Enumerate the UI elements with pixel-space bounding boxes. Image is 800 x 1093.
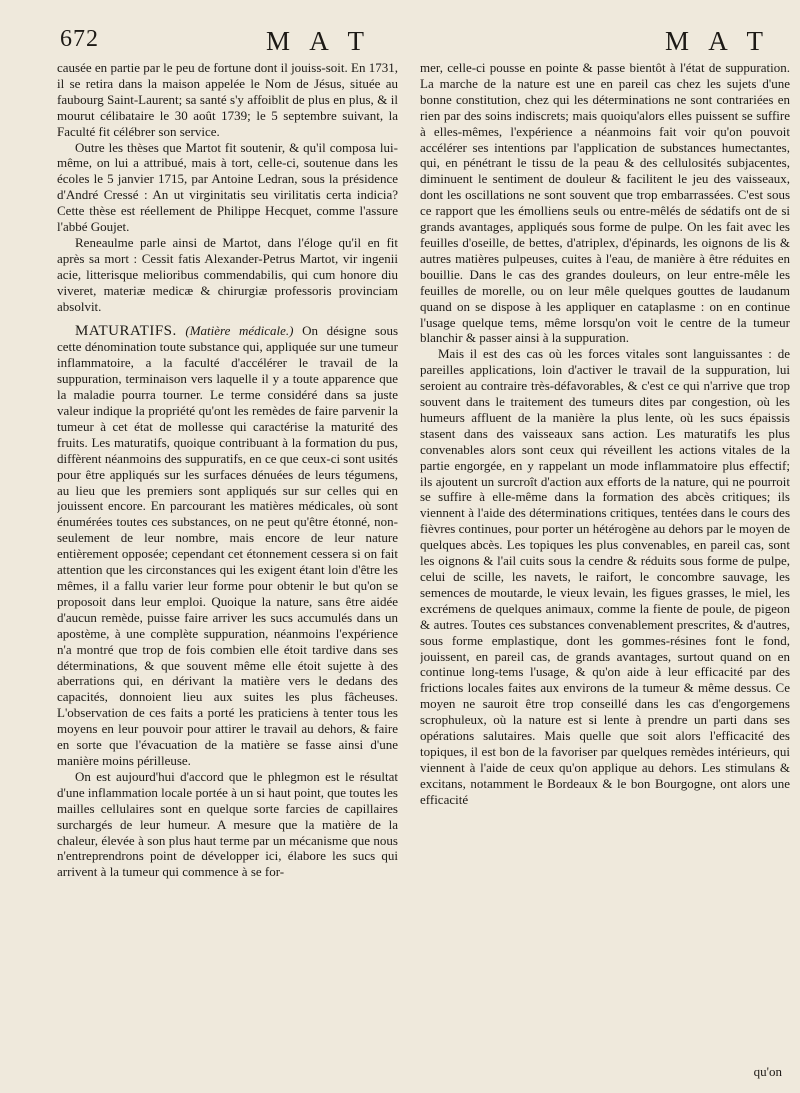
page-number: 672	[60, 26, 99, 52]
article-text: On désigne sous cette dénomination toute substance qui, appliquée sur une tumeur inflammatoire, a la faculté d'accélérer le travail de la suppuration, terminaison vers laquelle il y a toute apparence que la maladie pourra tourner. Le terme considéré dans sa juste valeur indique la propriété qu'ont les remèdes de faire parvenir la tumeur à cet état de mollesse qui caractérise la maturité des fruits. Les maturatifs, quoique contribuant à la formation du pus, diffèrent néanmoins des suppuratifs, en ce que ceux-ci sont usités pour être appliqués sur les surfaces dénuées de leurs tégumens, au lieu que les premiers sont appliqués sur sur celles qui en jouissent encore. En parcourant les matières médicales, où sont énumérées toutes ces substances, on ne peut qu'être étonné, non-seulement de leur nombre, mais encore de leur nature entièrement opposée; cependant cet étonnement cessera si on fait attention que les circonstances qui les exigent étant loin d'être les mêmes, il a fallu varier leur forme pour obtenir le but qu'on se proposoit dans leur emploi. Quoique la nature, sans être aidée d'aucun remède, puisse faire arriver les sucs accumulés dans un apostème, à une complète suppuration, néanmoins l'expérience n'a montré que trop de fois combien elle étoit tardive dans ses déterminations, & que souvent même elle étoit sujette à des aberrations qui, en dérivant la matière vers le dedans des capacités, donnoient lieu aux suites les plus fâcheuses. L'observation de ces faits a porté les praticiens à tenter tous les moyens en leur pouvoir pour attirer le travail au dehors, & faire en sorte que l'évacuation de la matière se fasse ainsi d'une manière moins périlleuse.	[57, 322, 398, 768]
running-header	[60, 22, 778, 58]
article-headword: MATURATIFS.	[75, 322, 177, 339]
paragraph: mer, celle-ci pousse en pointe & passe bientôt à l'état de suppuration. La marche de la nature est une en pareil cas chez les sujets d'une bonne constitution, chez qui les déterminations ne sont contrariées en rien par des soins indiscrets; mais quoiqu'alors elles puissent se suffire à elles-mêmes, l'expérience a néanmoins fait voir qu'on pouvoit accélérer ses intentions par l'application de substances humectantes, qui, en pénétrant le tissu de la peau & des cellulosités subjacentes, diminuent le sentiment de douleur & facilitent le jeu des vaisseaux, dont les oscillations ne sont souvent que trop embarrassées. C'est sous ce rapport que les émolliens seuls ou entre-mêlés de sédatifs ont de si grands avantages, appliqués sous forme de pulpe. On les fait avec les feuilles d'oseille, de bettes, d'atriplex, d'épinards, les oignons de lis & autres matières pulpeuses, cuites à l'eau, de manière à être réduites en bouillie. Dans le cas des grandes douleurs, on leur entre-mêle les feuilles de morelle, ou on leur mêle quelques gouttes de laudanum quand on se dispose à les appliquer en cataplasme : on en continue l'usage quelque tems, même lorsqu'on voit le centre de la tumeur blanchir & passer ainsi à la suppuration.	[420, 60, 790, 346]
running-title-right: M A T	[664, 26, 770, 56]
right-column	[420, 60, 790, 1080]
paragraph: Reneaulme parle ainsi de Martot, dans l'éloge qu'il en fit après sa mort : Cessit fatis Alexander-Petrus Martot, vir ingenii acie, litterisque melioribus commendabilis, qui cum honore diu viveret, materiæ medicæ & chirurgiæ professoris provinciam absolvit.	[57, 234, 398, 314]
running-title-left: M A T	[266, 26, 372, 56]
paragraph: causée en partie par le peu de fortune dont il jouiss-soit. En 1731, il se retira dans la maison appelée le Nom de Jésus, située au faubourg Saint-Laurent; sa santé s'y affoiblit de plus en plus, & il mourut célibataire le 30 août 1739; le 5 septembre suivant, la Faculté fit célébrer son service.	[57, 60, 398, 139]
paragraph: On est aujourd'hui d'accord que le phlegmon est le résultat d'une inflammation locale portée à un si haut point, que toutes les mailles cellulaires sont en quelque sorte farcies de capillaires surchargés de leur humeur. A mesure que la matière de la chaleur, élevée à son plus haut terme par un mécanisme que nous n'entreprendrons point de développer ici, élabore les sucs qui arrivent à la tumeur qui commence à se for-	[57, 768, 398, 880]
paragraph: Outre les thèses que Martot fit soutenir, & qu'il composa lui-même, on lui a attribué, mais à tort, celle-ci, soutenue dans les écoles le 5 janvier 1715, par Antoine Ledran, sous la présidence d'André Cressé : An ut virginitatis seu virilitatis certa indicia? Cette thèse est réellement de Philippe Hecquet, comme l'assure l'abbé Goujet.	[57, 139, 398, 235]
catchword: qu'on	[753, 1064, 782, 1079]
left-column	[57, 60, 398, 1080]
article-entry	[57, 323, 398, 769]
article-subject: (Matière médicale.)	[185, 322, 294, 338]
paragraph: Mais il est des cas où les forces vitales sont languissantes : de pareilles applications, loin d'activer le travail de la suppuration, lui seroient au contraire très-défavorables, & c'est ce qui n'arrive que trop souvent dans le traitement des tumeurs dites par congestion, où les humeurs affluent de la manière la plus lente, où les sucs épaissis stasent dans des vaisseaux sans action. Les maturatifs les plus convenables alors sont ceux qui réveillent les actions vitales de la partie engorgée, en y rappelant un mode inflammatoire plus effectif; ils ajoutent un surcroît d'action aux efforts de la nature, qui ne pourroit se suffire à elle-même dans la formation des abcès critiques; ils viennent à l'aide des déterminations critiques, tentées dans le cours des fièvres continues, pour porter un hétérogène au dehors par le moyen de quelques abcès. Les topiques les plus convenables, en pareil cas, sont les oignons & l'ail cuits sous la cendre & réduits sous forme de pulpe, celui de scille, les navets, le raifort, le concombre sauvage, les semences de moutarde, le vieux levain, les figues grasses, le miel, les excrémens de quelques animaux, comme la fiente de poule, de pigeon & autres. Toutes ces substances convenablement prescrites, & d'autres, sous forme emplastique, dont les gommes-résines font le fond, jouissent, en pareil cas, de grands avantages, surtout quand on en continue long-tems l'usage, & qu'on aide à leur efficacité par des frictions locales faites aux environs de la tumeur & même dessus. Ce moyen ne sauroit être trop conseillé dans les cas d'engorgemens scrophuleux, où la nature est si lente à prendre un parti dans ses opérations salutaires. Mais quelle que soit alors l'efficacité des topiques, il est bon de la favoriser par quelques remèdes intérieurs, qui viennent à l'aide de ceux qu'on applique au dehors. Les stimulans & excitans, notamment le Bordeaux & le bon Bourgogne, ont alors une efficacité	[420, 346, 790, 807]
